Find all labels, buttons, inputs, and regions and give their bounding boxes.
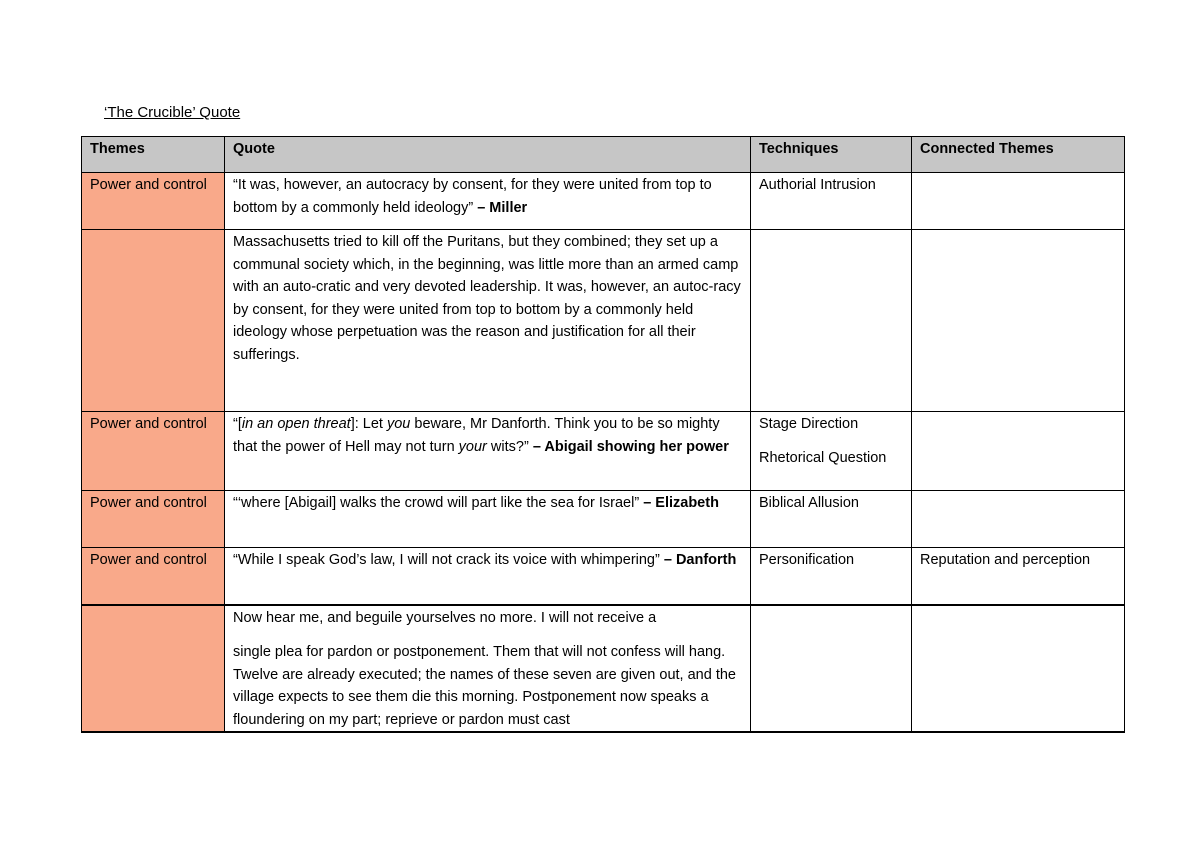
connected-themes-cell: [912, 491, 1125, 548]
connected-themes-cell: [912, 230, 1125, 412]
techniques-cell: [751, 412, 912, 491]
techniques-cell: [751, 605, 912, 733]
quote-cell: [225, 173, 751, 230]
emphasis-text: you: [386, 416, 411, 432]
header-connected-themes: Connected Themes: [912, 137, 1125, 173]
table-row: [82, 548, 1125, 605]
quote-text: Now hear me, and beguile yourselves no more. I will not receive a: [233, 609, 657, 626]
techniques-cell: [751, 230, 912, 412]
quote-text: Massachusetts tried to kill off the Puritans, but they combined; they set up a communal society which, in the beginning, was little more than an armed camp with an auto-cratic and very devoted leadership. It was, however, an autoc-racy by consent, for they were united from top to bottom by a commonly held ideology whose perpetuation was the reason and justification for all their sufferings.: [233, 234, 741, 363]
quote-text: “It was, however, an autocracy by consent, for they were united from top to bottom by a commonly held ideology”: [233, 177, 712, 216]
table-row: [82, 173, 1125, 230]
theme-cell: Power and control: [82, 491, 225, 548]
quote-text: “‘where [Abigail] walks the crowd will part like the sea for Israel”: [233, 495, 644, 511]
connected-themes-cell: [912, 173, 1125, 230]
technique-item: Personification: [759, 552, 855, 568]
quote-speaker: – Elizabeth: [643, 495, 719, 511]
quote-speaker: – Danforth: [663, 552, 737, 568]
technique-item: Biblical Allusion: [759, 495, 859, 511]
header-quote: Quote: [225, 137, 751, 173]
table-row: [82, 412, 1125, 491]
quote-cell: [225, 412, 751, 491]
quote-text: beware, Mr Danforth. Think you to be so mighty that the power of Hell may not turn: [233, 416, 720, 455]
quote-text: wits?”: [486, 438, 533, 455]
quote-cell: [225, 605, 751, 733]
emphasis-text: your: [458, 438, 487, 455]
theme-cell: Power and control: [82, 412, 225, 491]
header-themes: Themes: [82, 137, 225, 173]
table-row: [82, 230, 1125, 412]
technique-item: Stage Direction: [759, 416, 859, 432]
theme-cell: Power and control: [82, 548, 225, 605]
table-row: [82, 491, 1125, 548]
quote-text: “While I speak God’s law, I will not crack its voice with whimpering”: [233, 552, 664, 568]
connected-themes-cell: [912, 605, 1125, 733]
connected-themes-cell: Reputation and perception: [912, 548, 1125, 605]
theme-cell: [82, 605, 225, 733]
techniques-cell: [751, 491, 912, 548]
quote-text: ]: Let: [350, 416, 387, 432]
document-title: ‘The Crucible’ Quote: [104, 104, 241, 121]
connected-themes-cell: [912, 412, 1125, 491]
table-header-row: [82, 137, 1125, 173]
quote-open: “[: [233, 416, 242, 432]
technique-item: Authorial Intrusion: [759, 177, 876, 193]
theme-cell: Power and control: [82, 173, 225, 230]
quotes-table: [81, 136, 1125, 733]
quote-cell: [225, 230, 751, 412]
paragraph-gap: [233, 629, 744, 641]
quote-cell: [225, 548, 751, 605]
theme-cell: [82, 230, 225, 412]
table-row: [82, 605, 1125, 733]
techniques-cell: [751, 548, 912, 605]
quote-speaker: – Abigail showing her power: [532, 438, 729, 455]
quote-text: single plea for pardon or postponement. Them that will not confess will hang. Twelve are already executed; the names of these seven are given out, and the village expects to see them die this morning. Postponement now speaks a floundering on my part; reprieve or pardon must cast: [233, 644, 736, 728]
technique-item: Rhetorical Question: [759, 449, 887, 466]
techniques-cell: [751, 173, 912, 230]
header-techniques: Techniques: [751, 137, 912, 173]
stage-direction-text: in an open threat: [241, 416, 351, 432]
quote-speaker: – Miller: [477, 199, 528, 216]
quote-cell: [225, 491, 751, 548]
